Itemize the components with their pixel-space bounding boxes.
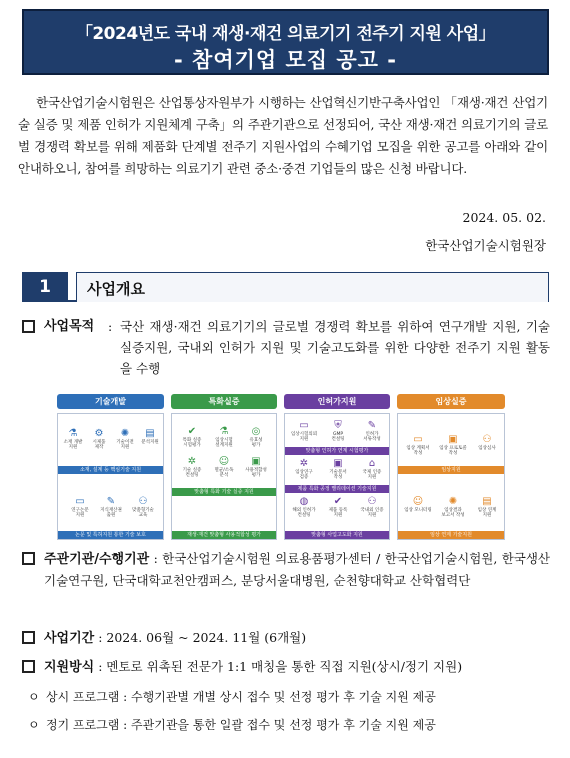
- panel-special-demo: [171, 413, 277, 540]
- category-license: 인허가지원: [284, 394, 390, 409]
- tile-label: 임상심사: [478, 446, 496, 451]
- tile-document: [357, 420, 387, 442]
- tile-label: 검증: [299, 475, 309, 480]
- check-icon: ✔: [333, 496, 343, 507]
- tile-label: 컨설팅: [297, 513, 311, 518]
- band-demo-support: 맞춤형 특화 기술 실증 지원: [172, 488, 276, 496]
- panel-license: [284, 413, 390, 540]
- org-label: 주관기관/수행기관: [44, 552, 150, 567]
- method-item: [22, 656, 462, 678]
- notice-signer: 한국산업기술시험원장: [425, 238, 546, 253]
- tile-label: 국제 인증: [362, 470, 382, 475]
- chart-icon: ▤: [145, 428, 155, 439]
- flask-icon: ⚗: [219, 426, 229, 437]
- tile-demo-consult: [178, 456, 206, 478]
- sub-item-periodic: [28, 716, 436, 733]
- tile-clinical-link: [472, 496, 502, 518]
- band-clinical-link: 임상 연계 기술지원: [398, 531, 504, 539]
- doc-icon: ▭: [413, 434, 423, 445]
- tile-material: [61, 428, 85, 450]
- title-line-2: - 참여기업 모집 공고 -: [174, 48, 397, 72]
- tile-label: 임상연구: [295, 470, 313, 475]
- check-icon: ✔: [187, 426, 197, 437]
- bulb-icon: ✺: [120, 428, 130, 439]
- checkbox-square-icon: [22, 631, 35, 644]
- house-icon: ⌂: [368, 458, 376, 469]
- tile-label: 지원: [68, 445, 78, 450]
- panel-tech-dev: [57, 413, 164, 540]
- checkbox-square-icon: [22, 660, 35, 673]
- band-ip-protection: 논문 및 특허지원 통한 기술 보호: [58, 531, 163, 539]
- band-core-tech: 소재, 설계 등 핵심기술 지원: [58, 466, 163, 474]
- method-label: 지원방식: [44, 660, 95, 675]
- atom-icon: ✲: [187, 456, 197, 467]
- tile-trial-plan: [402, 434, 434, 456]
- band-advancement: 맞춤형 사업고도화 지원: [285, 531, 389, 539]
- tile-label: 특화 실증: [182, 438, 202, 443]
- purpose-label: 사업목적: [44, 319, 95, 334]
- tile-label: 작성: [413, 451, 423, 456]
- tile-sterilization: [210, 456, 238, 478]
- tile-label: 제품 등록: [328, 508, 348, 513]
- tile-label: 임상결과: [444, 508, 462, 513]
- tile-research-verify: [289, 458, 319, 480]
- sub-item-text: 상시 프로그램 : 수행기관별 개별 상시 접수 및 선정 평가 후 기술 지원 제공: [46, 690, 436, 704]
- tile-label: 해외 인허가: [292, 508, 316, 513]
- tile-intl-cert: [357, 458, 387, 480]
- notice-date: 2024. 05. 02.: [462, 210, 546, 225]
- clipboard-icon: ▣: [448, 434, 458, 445]
- tile-label: 지원: [120, 445, 130, 450]
- section-title-box: [76, 272, 549, 302]
- clipboard-icon: ▣: [333, 458, 343, 469]
- panel-clinical: [397, 413, 505, 540]
- tile-trial-design: [210, 426, 238, 448]
- tile-gmp: [323, 420, 353, 442]
- tile-usability: [242, 456, 270, 478]
- tile-label: 교육: [138, 513, 148, 518]
- pen-icon: ✎: [367, 420, 377, 431]
- section-number: 1: [22, 272, 68, 302]
- circle-bullet-icon: ㅇ: [28, 718, 40, 732]
- tile-label: 국내외 인증: [360, 508, 384, 513]
- title-box: [22, 9, 549, 75]
- tile-label: 평가: [251, 443, 261, 448]
- category-clinical: 임상실증: [397, 394, 505, 409]
- tile-label: 기술이전: [116, 440, 134, 445]
- section-header: [22, 272, 549, 302]
- support-diagram: [57, 394, 505, 540]
- bulb-icon: ✺: [448, 496, 458, 507]
- tile-cert-support: [357, 496, 387, 518]
- tile-label: 설계지원: [215, 443, 233, 448]
- band-clinical-support: 임상지원: [398, 466, 504, 474]
- people-icon: ⚇: [367, 496, 377, 507]
- band-usability: 재생·재건 맞춤형 사용적합성 평가: [172, 531, 276, 539]
- tile-label: 지원: [482, 513, 492, 518]
- tile-label: 지원: [299, 437, 309, 442]
- shield-icon: ⛨: [334, 420, 342, 431]
- tile-special-test: [178, 426, 206, 448]
- tile-label: 지원: [333, 513, 343, 518]
- org-item: [22, 548, 550, 591]
- tile-ip: [97, 496, 125, 518]
- tile-label: 연구논문: [71, 508, 89, 513]
- tile-report: [436, 496, 470, 518]
- tile-label: 유효성: [249, 438, 263, 443]
- method-text-block: [22, 656, 462, 678]
- band-license-test: 맞춤형 인허가 연계 시험평가: [285, 447, 389, 455]
- tile-tech-doc: [323, 458, 353, 480]
- tile-protocol: [436, 434, 470, 456]
- sub-item-regular: [28, 688, 436, 705]
- tile-overseas: [289, 496, 319, 518]
- org-text: : 한국산업기술시험원 의료용품평가센터 / 한국산업기술시험원, 한국생산기술연구원, 단국대학교천안캠퍼스, 분당서울대병원, 순천향대학교 산학협력단: [44, 551, 550, 588]
- tile-label: 사용적합성: [245, 468, 267, 473]
- category-tech-dev: 기술개발: [57, 394, 164, 409]
- tile-label: 임상 연계: [477, 508, 497, 513]
- pen-icon: ✎: [106, 496, 116, 507]
- tile-label: 인허가: [365, 432, 379, 437]
- tile-label: 시제품: [92, 440, 106, 445]
- tile-analysis: [138, 428, 162, 445]
- doc-icon: ▭: [299, 420, 309, 431]
- tile-education: [128, 496, 158, 518]
- chart-icon: ▤: [482, 496, 492, 507]
- tile-label: 평가: [251, 473, 261, 478]
- user-icon: ☺: [218, 456, 230, 467]
- gear-icon: ⚙: [94, 428, 104, 439]
- period-label: 사업기간: [44, 631, 95, 646]
- intro-paragraph: [18, 92, 548, 180]
- circle-bullet-icon: ㅇ: [28, 690, 40, 704]
- tile-tech-transfer: [113, 428, 137, 450]
- tile-label: 소재 개발: [63, 440, 83, 445]
- people-icon: ⚇: [482, 434, 492, 445]
- tile-label: 작성: [448, 451, 458, 456]
- tile-label: 분석: [219, 473, 229, 478]
- tile-label: 보고서 작성: [441, 513, 465, 518]
- title-line-1: 「2024년도 국내 재생·재건 의료기기 전주기 지원 사업」: [75, 24, 496, 44]
- method-text: : 멘토로 위촉된 전문가 1:1 매칭을 통한 직접 지원(상시/정기 지원): [98, 659, 463, 674]
- purpose-text: 국산 재생·재건 의료기기의 글로벌 경쟁력 확보를 위하여 연구개발 지원, 기술 실증지원, 국내외 인허가 지원 및 기술고도화를 위한 다양한 전주기 지원 활동을 수행: [120, 319, 550, 376]
- clipboard-icon: ▣: [251, 456, 261, 467]
- tile-label: 임상시험의뢰: [290, 432, 318, 437]
- section-title: 사업개요: [87, 280, 145, 298]
- tile-review: [472, 434, 502, 451]
- tile-label: 컨설팅: [185, 473, 199, 478]
- tile-label: 맞춤형기술: [132, 508, 154, 513]
- tile-label: 기술 실증: [182, 468, 202, 473]
- tile-label: 지식재산권: [100, 508, 122, 513]
- tile-label: 지원: [75, 513, 85, 518]
- period-text: : 2024. 06월 ~ 2024. 11월 (6개월): [98, 630, 307, 645]
- tile-label: 기술문서: [329, 470, 347, 475]
- tile-label: 임상 계획서: [406, 446, 430, 451]
- tile-paper: [66, 496, 94, 518]
- tile-label: 컨설팅: [331, 437, 345, 442]
- globe-icon: ◍: [299, 496, 309, 507]
- tile-label: 시험평가: [183, 443, 201, 448]
- tile-label: 멸균/소독: [214, 468, 234, 473]
- org-text-block: [22, 548, 550, 591]
- tile-label: 서류작성: [363, 437, 381, 442]
- category-special-demo: 특화실증: [171, 394, 277, 409]
- target-icon: ◎: [251, 426, 261, 437]
- tile-irb: [289, 420, 319, 442]
- tile-label: 지원: [367, 513, 377, 518]
- tile-efficacy: [242, 426, 270, 448]
- tile-label: 분석지원: [141, 440, 159, 445]
- period-text-block: [22, 627, 306, 649]
- tile-label: 지원: [367, 475, 377, 480]
- checkbox-square-icon: [22, 320, 35, 333]
- flask-icon: ⚗: [68, 428, 78, 439]
- sub-item-text: 정기 프로그램 : 주관기관을 통한 일괄 접수 및 선정 평가 후 기술 지원 제공: [46, 718, 436, 732]
- tile-registration: [323, 496, 353, 518]
- intro-text: 한국산업기술시험원은 산업통상자원부가 시행하는 산업혁신기반구축사업인 「재생·재건 산업기술 실증 및 제품 인허가 지원체계 구축」의 주관기관으로 선정되어, 국산 재생·재건 의료기기의 글로벌 경쟁력 확보를 위해 제품화 단계별 전주기 지원사업의 수혜기업 모집을 위한 공고를 아래와 같이 안내하오니, 참여를 희망하는 의료기기 관련 중소·중견 기업들의 많은 신청 바랍니다.: [18, 95, 548, 176]
- user-icon: ☺: [412, 496, 424, 507]
- atom-icon: ✲: [299, 458, 309, 469]
- doc-icon: ▭: [75, 496, 85, 507]
- tile-label: 임상 프로토콜: [439, 446, 467, 451]
- tile-label: 작성: [333, 475, 343, 480]
- tile-monitoring: [402, 496, 434, 513]
- people-icon: ⚇: [138, 496, 148, 507]
- checkbox-square-icon: [22, 552, 35, 565]
- tile-label: 임상 모니터링: [404, 508, 432, 513]
- tile-label: 출원: [106, 513, 116, 518]
- purpose-colon: :: [108, 319, 113, 334]
- band-validation: 제품 특화 공정 밸리데이션 기술지원: [285, 485, 389, 493]
- tile-label: GMP: [332, 432, 344, 437]
- period-item: [22, 627, 306, 649]
- tile-label: 제작: [94, 445, 104, 450]
- tile-prototype: [87, 428, 111, 450]
- tile-label: 임상시험: [215, 438, 233, 443]
